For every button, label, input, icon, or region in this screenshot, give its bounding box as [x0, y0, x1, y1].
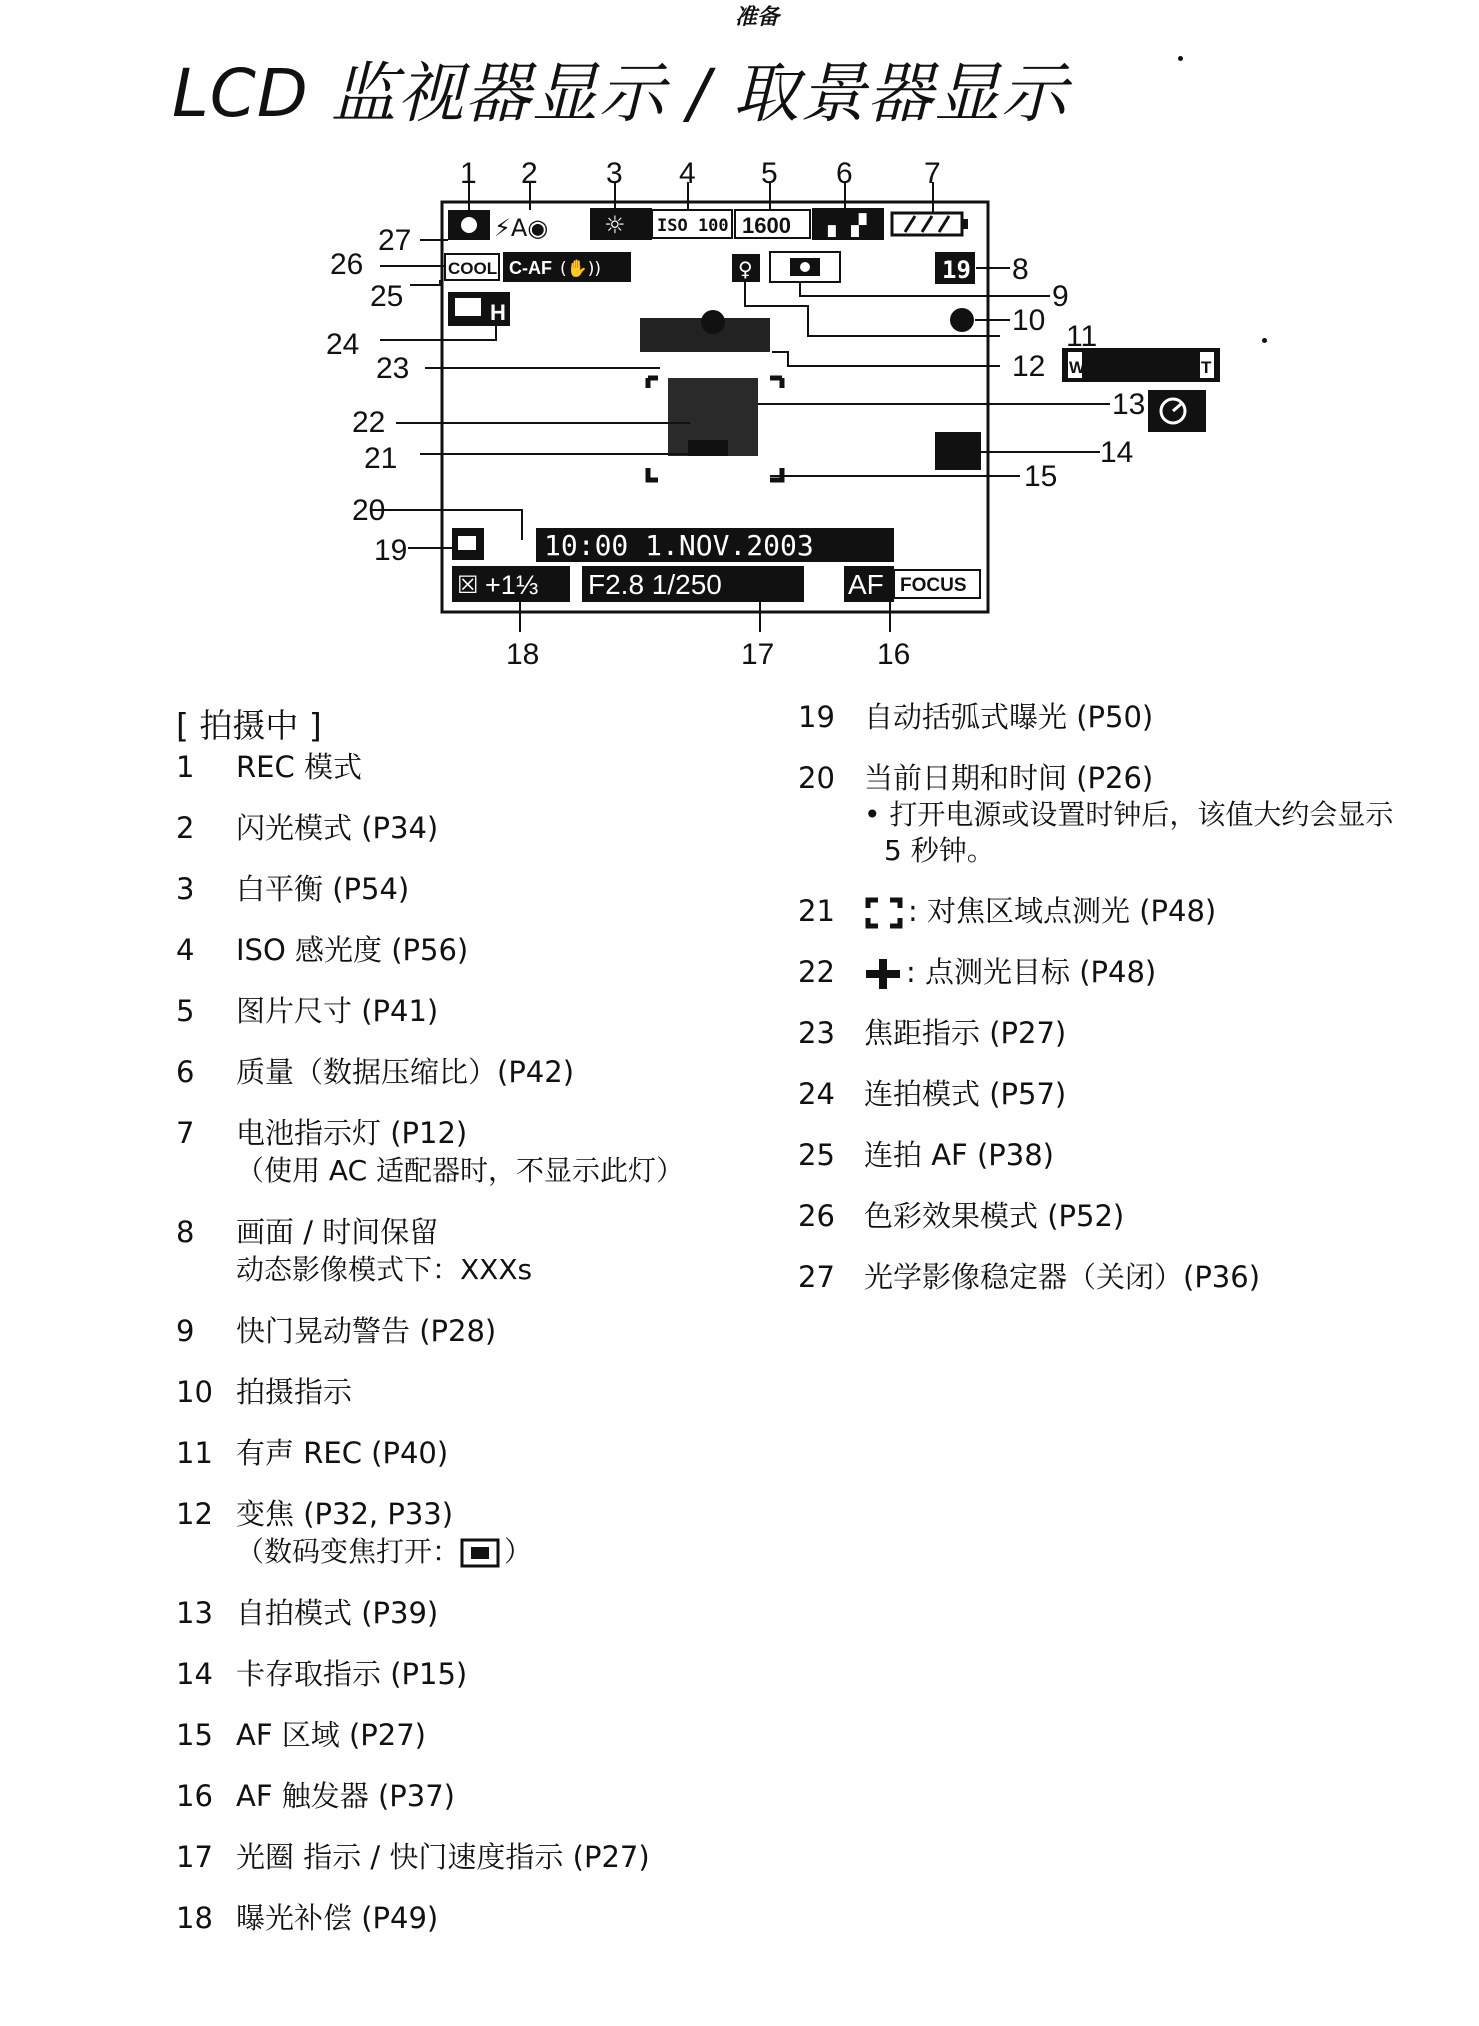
- af-label: AF: [848, 569, 884, 600]
- mic-glyph: ♀: [738, 257, 753, 281]
- item-number: 21: [798, 894, 835, 928]
- item-subtext: [236, 1533, 756, 1571]
- remaining-count: 19: [942, 256, 971, 284]
- item-number: 2: [176, 811, 195, 845]
- callout-13: 13: [1112, 388, 1146, 421]
- datetime-value: 10:00 1.NOV.2003: [544, 529, 814, 562]
- item-text: [864, 759, 1418, 797]
- callout-19: 19: [374, 534, 408, 567]
- item-text: 拍摄指示: [236, 1375, 353, 1409]
- quality-icon: ▖▗▘: [828, 213, 875, 237]
- focus-area-bracket-icon: [864, 896, 904, 930]
- callout-4: 4: [679, 157, 696, 190]
- lcd-diagram: [0, 0, 1479, 700]
- item-text: 质量（数据压缩比）(P42): [236, 1055, 575, 1089]
- item-number: 3: [176, 872, 195, 906]
- item-number: 9: [176, 1314, 195, 1348]
- list-item: [176, 1899, 756, 1937]
- list-item: [176, 1373, 756, 1411]
- item-number: 26: [798, 1199, 835, 1233]
- item-subtext-post: ）: [504, 1535, 533, 1568]
- item-number: 13: [176, 1596, 213, 1630]
- list-item: [176, 1434, 756, 1472]
- item-number: 17: [176, 1840, 213, 1874]
- item-text: [864, 953, 1418, 991]
- callout-25: 25: [370, 280, 404, 313]
- callout-6: 6: [836, 157, 853, 190]
- item-label: : 点测光目标 (P48): [906, 955, 1157, 989]
- right-item-list: [798, 698, 1418, 1319]
- item-number: 14: [176, 1657, 213, 1691]
- card-access-indicator: [935, 432, 981, 470]
- item-label: 色彩效果模式 (P52): [864, 1199, 1125, 1233]
- item-number: 10: [176, 1375, 213, 1409]
- continuous-af-value: C-AF: [509, 258, 552, 278]
- exposure-value: +1⅓: [485, 570, 539, 600]
- list-item: [798, 759, 1418, 869]
- digital-zoom-icon: [460, 1538, 500, 1568]
- list-item: [798, 1075, 1418, 1113]
- iso-value: ISO 100: [657, 216, 729, 236]
- left-item-list: [176, 748, 756, 1960]
- callout-22: 22: [352, 406, 386, 439]
- item-number: 22: [798, 955, 835, 989]
- spot-target-cross-icon: [864, 957, 902, 991]
- callout-21: 21: [364, 442, 398, 475]
- zoom-bar: [1062, 348, 1220, 382]
- list-item: [176, 1213, 756, 1289]
- item-text: 有声 REC (P40): [236, 1436, 449, 1470]
- callout-24: 24: [326, 328, 360, 361]
- item-number: 18: [176, 1901, 213, 1935]
- item-label: 连拍模式 (P57): [864, 1077, 1067, 1111]
- list-item: [798, 892, 1418, 930]
- stabilizer-icon: (✋)): [560, 259, 602, 279]
- item-text: 白平衡 (P54): [236, 872, 410, 906]
- list-item: [176, 1777, 756, 1815]
- item-text: 图片尺寸 (P41): [236, 994, 439, 1028]
- list-item: [798, 1014, 1418, 1052]
- list-item: [798, 1258, 1418, 1296]
- item-number: 20: [798, 761, 835, 795]
- item-text: [864, 698, 1418, 736]
- list-item: [176, 870, 756, 908]
- callout-20: 20: [352, 494, 386, 527]
- item-text: AF 区域 (P27): [236, 1718, 426, 1752]
- item-text: 画面 / 时间保留: [236, 1215, 439, 1249]
- item-number: 19: [798, 700, 835, 734]
- item-text: 曝光补偿 (P49): [236, 1901, 439, 1935]
- exposure-comp-icon: ☒: [457, 571, 479, 599]
- battery-tip: [962, 219, 968, 229]
- list-item: [176, 1053, 756, 1091]
- list-item: [176, 1594, 756, 1632]
- item-text: [864, 1258, 1418, 1296]
- callout-7: 7: [924, 157, 941, 190]
- item-number: 16: [176, 1779, 213, 1813]
- callout-26: 26: [330, 248, 364, 281]
- item-number: 1: [176, 750, 195, 784]
- zoom-wide-label: W: [1069, 358, 1086, 377]
- list-item: [176, 931, 756, 969]
- callout-8: 8: [1012, 253, 1029, 286]
- callout-17: 17: [741, 638, 775, 671]
- item-number: 8: [176, 1215, 195, 1249]
- burst-mode-value: H: [490, 300, 506, 325]
- item-number: 12: [176, 1497, 213, 1531]
- list-item: [176, 1312, 756, 1350]
- item-subtext: 动态影像模式下：XXXs: [236, 1253, 533, 1286]
- list-item: [798, 1197, 1418, 1235]
- list-item: [176, 1495, 756, 1571]
- item-number: 4: [176, 933, 195, 967]
- item-text: 自拍模式 (P39): [236, 1596, 439, 1630]
- zoom-tele-label: T: [1201, 358, 1212, 377]
- item-label: 连拍 AF (P38): [864, 1138, 1054, 1172]
- item-number: 11: [176, 1436, 213, 1470]
- item-number: 15: [176, 1718, 213, 1752]
- item-label: 光学影像稳定器（关闭）(P36): [864, 1260, 1261, 1294]
- callout-12: 12: [1012, 350, 1046, 383]
- list-item: [798, 1136, 1418, 1174]
- item-subtext-pre: （数码变焦打开：: [236, 1535, 461, 1568]
- list-item: [176, 809, 756, 847]
- white-balance-icon: ☼: [604, 211, 626, 239]
- item-label: 焦距指示 (P27): [864, 1016, 1067, 1050]
- self-timer-icon: [1148, 390, 1206, 432]
- item-text: [864, 1197, 1418, 1235]
- item-text: AF 触发器 (P37): [236, 1779, 455, 1813]
- list-item: [176, 1716, 756, 1754]
- item-text: REC 模式: [236, 750, 362, 784]
- image-size-value: 1600: [742, 213, 791, 238]
- item-text: [864, 1075, 1418, 1113]
- item-text: 卡存取指示 (P15): [236, 1657, 468, 1691]
- item-number: 27: [798, 1260, 835, 1294]
- list-item: [176, 992, 756, 1030]
- item-text: 快门晃动警告 (P28): [236, 1314, 497, 1348]
- callout-14: 14: [1100, 436, 1134, 469]
- item-number: 23: [798, 1016, 835, 1050]
- flash-icon: ⚡A◉: [494, 214, 549, 242]
- item-text: ISO 感光度 (P56): [236, 933, 469, 967]
- rec-mode-dot: [461, 217, 477, 233]
- list-item: [176, 1655, 756, 1693]
- item-text: [864, 1014, 1418, 1052]
- item-number: 7: [176, 1116, 195, 1150]
- focus-label: FOCUS: [900, 575, 967, 596]
- callout-23: 23: [376, 352, 410, 385]
- aperture-shutter-value: F2.8 1/250: [588, 569, 722, 600]
- item-number: 25: [798, 1138, 835, 1172]
- callout-16: 16: [877, 638, 911, 671]
- item-text: [864, 892, 1418, 930]
- callout-9: 9: [1052, 280, 1069, 313]
- callout-11: 11: [1066, 320, 1098, 353]
- list-item: [176, 748, 756, 786]
- callout-2: 2: [521, 157, 538, 190]
- callout-3: 3: [606, 157, 623, 190]
- callout-1: 1: [460, 157, 477, 190]
- item-label: 当前日期和时间 (P26): [864, 761, 1154, 795]
- lcd-diagram-svg: [0, 0, 1479, 700]
- item-text: [864, 1136, 1418, 1174]
- item-number: 6: [176, 1055, 195, 1089]
- list-item: [798, 953, 1418, 991]
- item-number: 5: [176, 994, 195, 1028]
- item-subtext: （使用 AC 适配器时，不显示此灯）: [236, 1154, 685, 1187]
- section-title: [ 拍摄中 ]: [176, 706, 322, 745]
- list-item: [798, 698, 1418, 736]
- item-note: • 打开电源或设置时钟后，该值大约会显示 5 秒钟。: [864, 798, 1394, 867]
- color-effect-value: COOL: [448, 259, 498, 278]
- callout-15: 15: [1024, 460, 1058, 493]
- page-header-label: 准备: [735, 5, 780, 30]
- item-number: 24: [798, 1077, 835, 1111]
- item-text: 光圈 指示 / 快门速度指示 (P27): [236, 1840, 650, 1874]
- callout-5: 5: [761, 157, 778, 190]
- callout-10: 10: [1012, 304, 1046, 337]
- item-text: 闪光模式 (P34): [236, 811, 439, 845]
- callout-27: 27: [378, 224, 412, 257]
- callout-18: 18: [506, 638, 540, 671]
- item-text: 变焦 (P32, P33): [236, 1497, 454, 1531]
- list-item: [176, 1114, 756, 1190]
- burst-icon: [455, 298, 481, 316]
- item-text: 电池指示灯 (P12): [236, 1116, 468, 1150]
- item-label: 自动括弧式曝光 (P50): [864, 700, 1154, 734]
- list-item: [176, 1838, 756, 1876]
- page-title: LCD 监视器显示 / 取景器显示: [172, 55, 1068, 132]
- item-label: : 对焦区域点测光 (P48): [908, 894, 1217, 928]
- recording-indicator: [950, 308, 974, 332]
